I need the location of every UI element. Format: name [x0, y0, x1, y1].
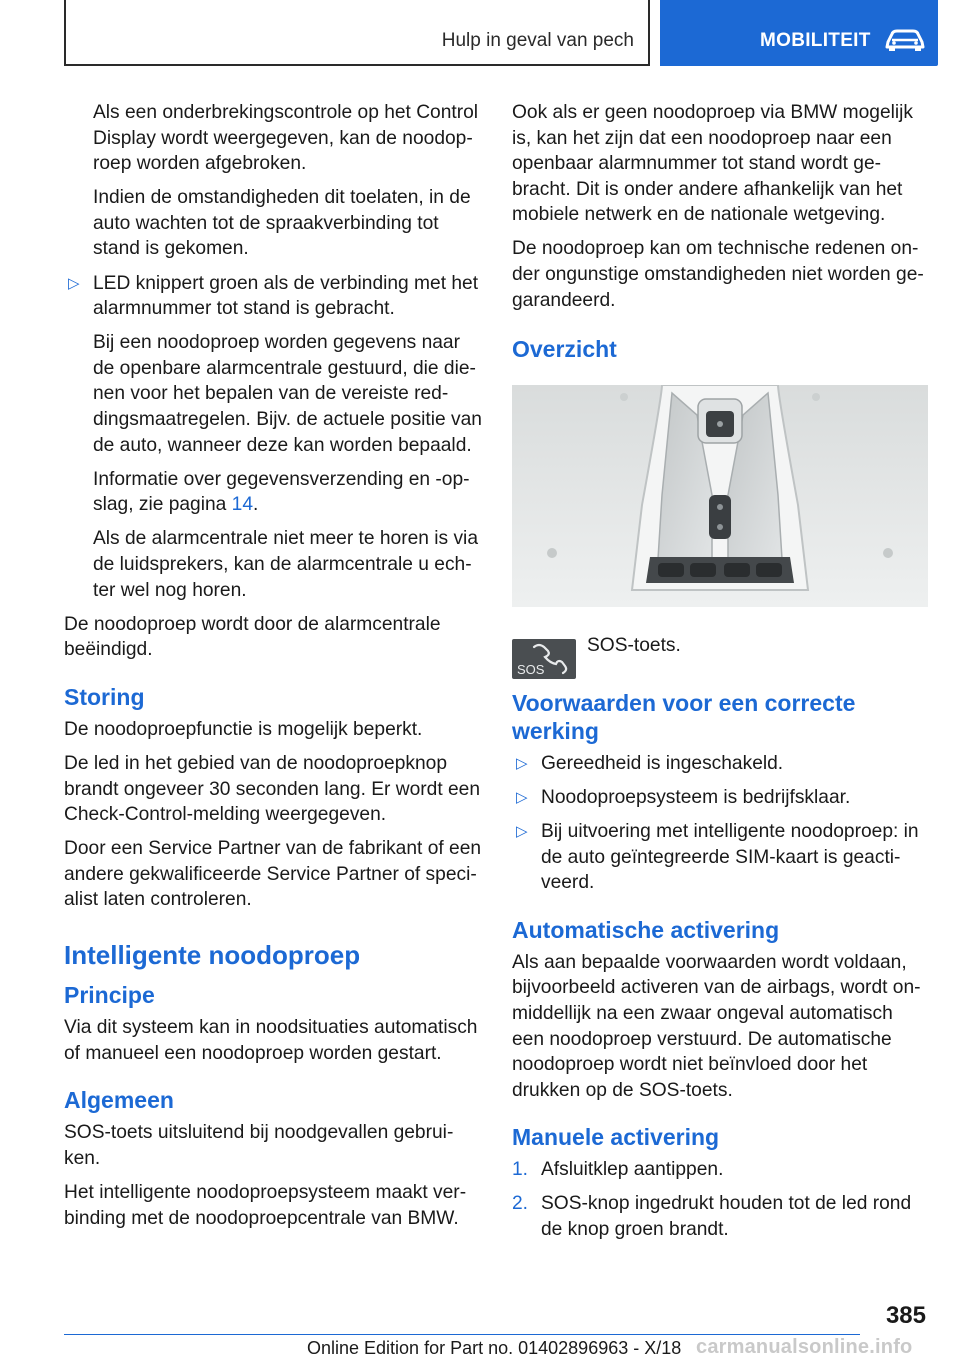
- paragraph: Als een onderbrekingscontrole op het Control Display wordt weergegeven, kan de noodoproep worden afgebroken.: [93, 102, 479, 175]
- heading-overzicht: Overzicht: [512, 336, 617, 363]
- footer-divider: [64, 1334, 860, 1335]
- heading-voorwaarden: Voorwaarden voor een correcte werking: [512, 689, 856, 744]
- sos-icon-text: SOS: [517, 661, 545, 677]
- step-number: 2.: [512, 1193, 529, 1215]
- paragraph: Als aan bepaalde voorwaarden wordt voldaan, bijvoorbeeld activeren van de airbags, wordt onmiddellijk na een zwaar ongeval automatisch een noodoproep verstuurd. De automatische noodoproep wordt niet beïnvloed door het drukken op de SOS-toets.: [512, 951, 921, 1101]
- paragraph: De noodoproep kan om technische redenen onder ongunstige omstandigheden niet worden gegarandeerd.: [512, 238, 924, 311]
- right-column: [512, 100, 930, 1251]
- heading-automatische-activering: Automatische activering: [512, 916, 780, 943]
- paragraph: Via dit systeem kan in noodsituaties automatisch of manueel een noodoproep worden gestart.: [64, 1017, 478, 1064]
- triangle-bullet-icon: ▷: [516, 823, 528, 841]
- condition-item: [512, 819, 930, 896]
- triangle-bullet-icon: ▷: [516, 754, 528, 772]
- step-item: [512, 1157, 930, 1183]
- watermark: carmanualsonline.info: [696, 1336, 913, 1358]
- paragraph: Ook als er geen noodoproep via BMW mogelijk is, kan het zijn dat een noodoproep naar een openbaar alarmnummer tot stand wordt gebracht. Dit is onder andere afhankelijk van het mobiele netwerk en de nationale wetgeving.: [512, 102, 914, 226]
- paragraph: Indien de omstandigheden dit toelaten, in de auto wachten tot de spraakverbinding tot stand is gekomen.: [93, 187, 471, 260]
- header-section-box: [64, 0, 650, 66]
- car-icon: [884, 28, 926, 52]
- step-item: [512, 1191, 930, 1242]
- paragraph: SOS-toets uitsluitend bij noodgevallen gebruiken.: [64, 1122, 454, 1169]
- condition-item: [512, 785, 930, 811]
- chapter-tab[interactable]: [660, 0, 938, 66]
- heading-manuele-activering: Manuele activering: [512, 1124, 720, 1151]
- chapter-tab-label: MOBILITEIT: [760, 30, 871, 51]
- triangle-bullet-icon: ▷: [516, 788, 528, 806]
- condition-text: Bij uitvoering met intelligente noodoproep: in de auto geïntegreerde SIM-kaart is geactiveerd.: [541, 821, 919, 894]
- heading-principe: Principe: [64, 982, 155, 1009]
- step-text: Afsluitklep aantippen.: [541, 1159, 724, 1181]
- condition-text: Gereedheid is ingeschakeld.: [541, 752, 784, 774]
- paragraph: De noodoproep wordt door de alarmcentrale beëindigd.: [64, 613, 441, 661]
- heading-storing: Storing: [64, 683, 145, 710]
- sos-caption: SOS-toets.: [587, 634, 681, 656]
- paragraph: Als de alarmcentrale niet meer te horen is via de luidsprekers, kan de alarmcentrale u echter wel nog horen.: [93, 528, 478, 601]
- triangle-bullet-icon: ▷: [68, 274, 80, 292]
- overhead-console-photo: [512, 385, 928, 607]
- paragraph: Bij een noodoproep worden gegevens naar de openbare alarmcentrale gestuurd, die dienen voor het bepalen van de vereiste reddingsmaatregelen. Bijv. de actuele positie van de auto, wanneer deze kan worden bepaald.: [93, 332, 482, 456]
- sos-button-icon: [512, 639, 576, 679]
- condition-text: Noodoproepsysteem is bedrijfsklaar.: [541, 786, 851, 808]
- paragraph: De led in het gebied van de noodoproepknop brandt ongeveer 30 seconden lang. Er wordt een Check-Control-melding weergegeven.: [64, 752, 481, 826]
- paragraph: [64, 467, 482, 518]
- bullet-item: [64, 271, 482, 322]
- page-number: 385: [885, 1302, 926, 1329]
- section-title: Hulp in geval van pech: [441, 30, 634, 51]
- footer-edition: Online Edition for Part no. 01402896963 - X/18: [307, 1338, 682, 1358]
- heading-algemeen: Algemeen: [64, 1087, 174, 1114]
- condition-item: [512, 751, 930, 777]
- bullet-text: LED knippert groen als de verbinding met het alarmnummer tot stand is gebracht.: [93, 272, 479, 320]
- step-number: 1.: [512, 1159, 529, 1181]
- paragraph: De noodoproepfunctie is mogelijk beperkt.: [64, 718, 423, 740]
- paragraph-text: Informatie over gegevensverzending en -opslag, zie pagina: [93, 468, 470, 516]
- paragraph: Door een Service Partner van de fabrikant of een andere gekwalificeerde Service Partner of specialist laten controleren.: [64, 838, 482, 911]
- step-text: SOS-knop ingedrukt houden tot de led rond de knop groen brandt.: [541, 1193, 912, 1241]
- left-column: [64, 100, 482, 1240]
- sos-legend-row: [512, 633, 930, 677]
- page-link[interactable]: 14: [231, 494, 254, 516]
- paragraph: Het intelligente noodoproepsysteem maakt verbinding met de noodoproepcentrale van BMW.: [64, 1181, 467, 1229]
- paragraph-end: .: [253, 494, 259, 516]
- heading-intelligente-noodoproep: Intelligente noodoproep: [64, 940, 361, 971]
